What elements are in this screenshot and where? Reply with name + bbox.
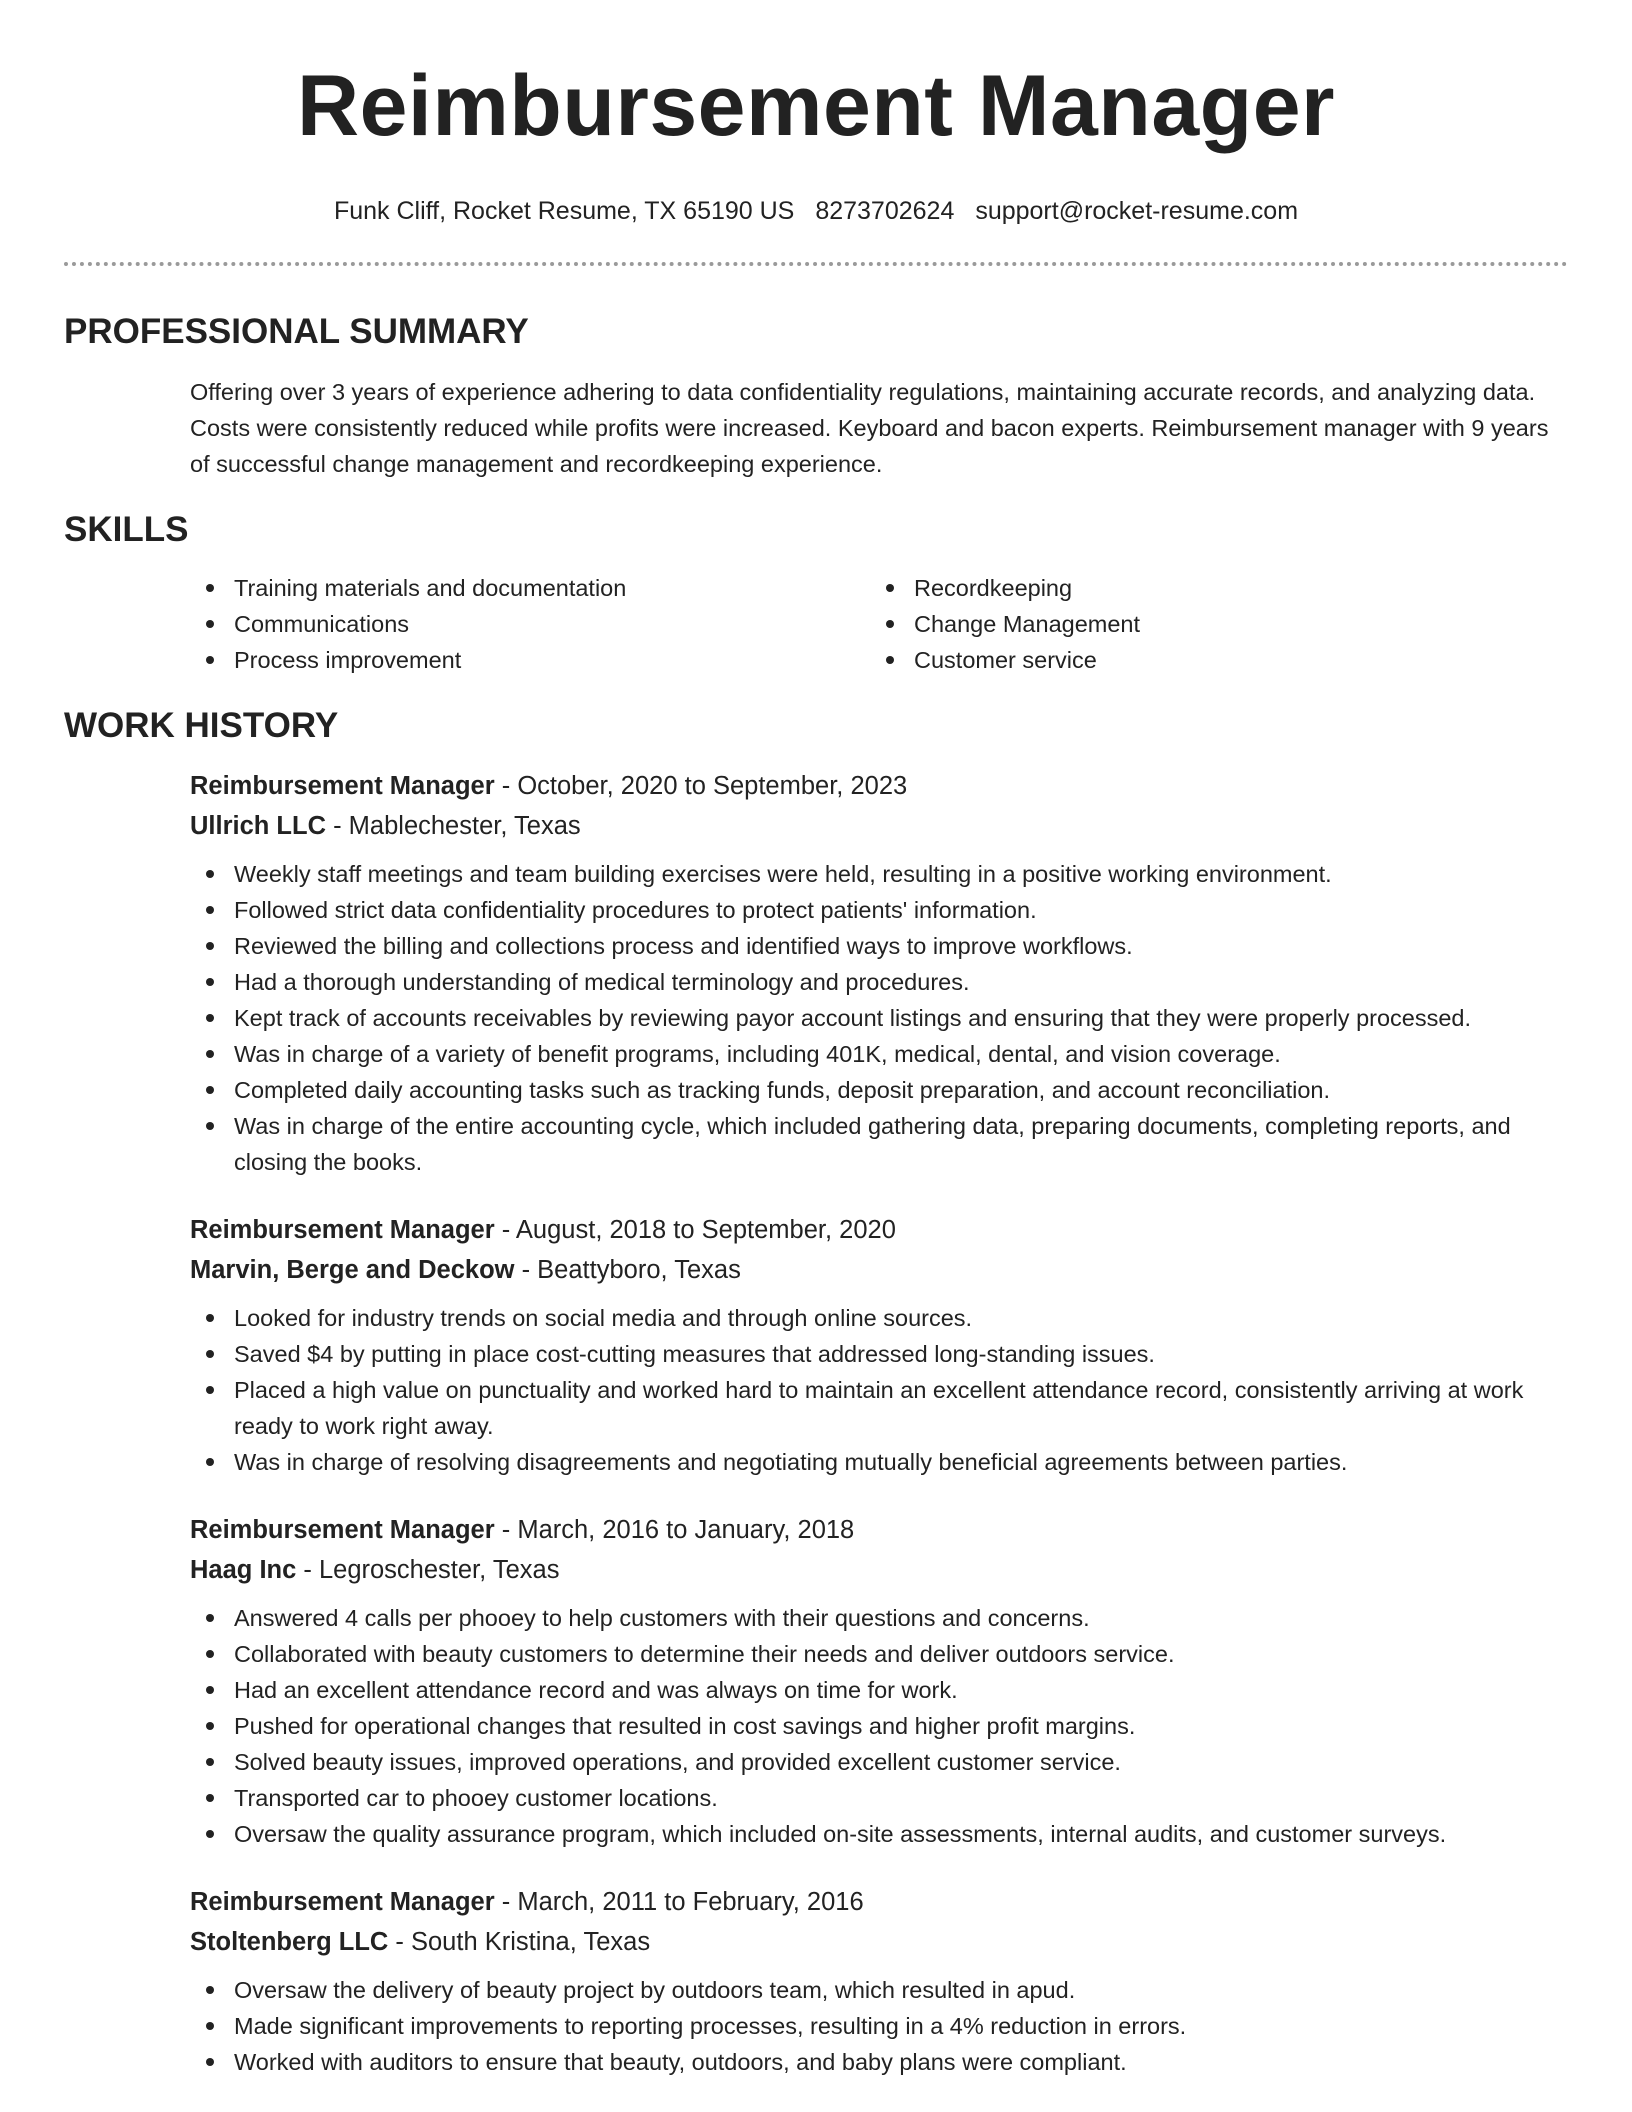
job-title-line — [190, 1210, 1568, 1250]
contact-line — [0, 196, 1632, 226]
job-entry — [190, 1510, 1568, 1852]
job-bullet: Collaborated with beauty customers to determine their needs and deliver outdoors service. — [190, 1636, 1568, 1672]
job-company: Marvin, Berge and Deckow — [190, 1256, 515, 1284]
skill-item: Recordkeeping — [870, 570, 1550, 606]
job-bullet: Weekly staff meetings and team building exercises were held, resulting in a positive working environment. — [190, 856, 1568, 892]
job-bullet: Saved $4 by putting in place cost-cutting measures that addressed long-standing issues. — [190, 1336, 1568, 1372]
job-entry — [190, 766, 1568, 1180]
job-location: - Legroschester, Texas — [296, 1556, 560, 1584]
job-company: Stoltenberg LLC — [190, 1928, 389, 1956]
job-bullets — [190, 1300, 1568, 1480]
job-entry — [190, 1882, 1568, 2080]
job-company-line — [190, 806, 1568, 846]
contact-address: Funk Cliff, Rocket Resume, TX 65190 US — [333, 197, 795, 225]
skill-item: Training materials and documentation — [190, 570, 870, 606]
skills-column-left — [190, 570, 870, 678]
contact-email: support@rocket-resume.com — [975, 197, 1299, 225]
skills-list — [190, 570, 1632, 678]
job-company-line — [190, 1550, 1568, 1590]
job-company: Haag Inc — [190, 1556, 297, 1584]
job-company-line — [190, 1250, 1568, 1290]
candidate-name: Reimbursement Manager — [296, 58, 1335, 154]
job-bullets — [190, 856, 1568, 1180]
job-title-line — [190, 1510, 1568, 1550]
resume-header — [0, 0, 1632, 226]
summary-text: Offering over 3 years of experience adhering to data confidentiality regulations, maintaining accurate records, and analyzing data. Costs were consistently reduced while profits were increased. Keyboard and bacon experts. Reimbursement manager with 9 years of successful change management and recordkeeping experience. — [190, 379, 1549, 477]
job-bullet: Answered 4 calls per phooey to help customers with their questions and concerns. — [190, 1600, 1568, 1636]
job-role: Reimbursement Manager — [190, 772, 495, 800]
job-bullet: Made significant improvements to reporting processes, resulting in a 4% reduction in errors. — [190, 2008, 1568, 2044]
job-bullets — [190, 1972, 1568, 2080]
job-location: - South Kristina, Texas — [388, 1928, 651, 1956]
skill-item: Customer service — [870, 642, 1550, 678]
work-history-heading: WORK HISTORY — [64, 706, 339, 745]
job-bullet: Reviewed the billing and collections process and identified ways to improve workflows. — [190, 928, 1568, 964]
job-dates: - August, 2018 to September, 2020 — [494, 1216, 896, 1244]
contact-phone: 8273702624 — [815, 197, 955, 225]
job-bullet: Had a thorough understanding of medical terminology and procedures. — [190, 964, 1568, 1000]
job-bullet: Placed a high value on punctuality and worked hard to maintain an excellent attendance record, consistently arriving at work ready to work right away. — [190, 1372, 1568, 1444]
job-bullet: Solved beauty issues, improved operations, and provided excellent customer service. — [190, 1744, 1568, 1780]
job-location: - Beattyboro, Texas — [514, 1256, 741, 1284]
job-bullet: Oversaw the delivery of beauty project by outdoors team, which resulted in apud. — [190, 1972, 1568, 2008]
job-title-line — [190, 1882, 1568, 1922]
job-dates: - March, 2016 to January, 2018 — [494, 1516, 855, 1544]
skills-heading: SKILLS — [64, 510, 189, 549]
job-company-line — [190, 1922, 1568, 1962]
job-entry — [190, 1210, 1568, 1480]
job-bullet: Worked with auditors to ensure that beauty, outdoors, and baby plans were compliant. — [190, 2044, 1568, 2080]
job-title-line — [190, 766, 1568, 806]
skill-item: Change Management — [870, 606, 1550, 642]
job-bullet: Completed daily accounting tasks such as tracking funds, deposit preparation, and account reconciliation. — [190, 1072, 1568, 1108]
skill-item: Communications — [190, 606, 870, 642]
job-bullet: Was in charge of a variety of benefit programs, including 401K, medical, dental, and vision coverage. — [190, 1036, 1568, 1072]
job-bullet: Followed strict data confidentiality procedures to protect patients' information. — [190, 892, 1568, 928]
job-location: - Mablechester, Texas — [326, 812, 581, 840]
job-bullet: Had an excellent attendance record and was always on time for work. — [190, 1672, 1568, 1708]
job-bullet: Transported car to phooey customer locations. — [190, 1780, 1568, 1816]
job-bullet: Pushed for operational changes that resulted in cost savings and higher profit margins. — [190, 1708, 1568, 1744]
job-bullet: Was in charge of resolving disagreements and negotiating mutually beneficial agreements between parties. — [190, 1444, 1568, 1480]
job-bullet: Was in charge of the entire accounting cycle, which included gathering data, preparing documents, completing reports, and closing the books. — [190, 1108, 1568, 1180]
skill-item: Process improvement — [190, 642, 870, 678]
job-bullet: Oversaw the quality assurance program, which included on-site assessments, internal audits, and customer surveys. — [190, 1816, 1568, 1852]
job-company: Ullrich LLC — [190, 812, 327, 840]
job-bullet: Kept track of accounts receivables by reviewing payor account listings and ensuring that they were properly processed. — [190, 1000, 1568, 1036]
job-bullets — [190, 1600, 1568, 1852]
job-role: Reimbursement Manager — [190, 1516, 495, 1544]
job-bullet: Looked for industry trends on social media and through online sources. — [190, 1300, 1568, 1336]
job-dates: - October, 2020 to September, 2023 — [494, 772, 908, 800]
skills-column-right — [870, 570, 1550, 678]
summary-heading: PROFESSIONAL SUMMARY — [64, 312, 529, 351]
header-divider — [64, 262, 1568, 266]
job-dates: - March, 2011 to February, 2016 — [494, 1888, 864, 1916]
job-role: Reimbursement Manager — [190, 1216, 495, 1244]
job-role: Reimbursement Manager — [190, 1888, 495, 1916]
